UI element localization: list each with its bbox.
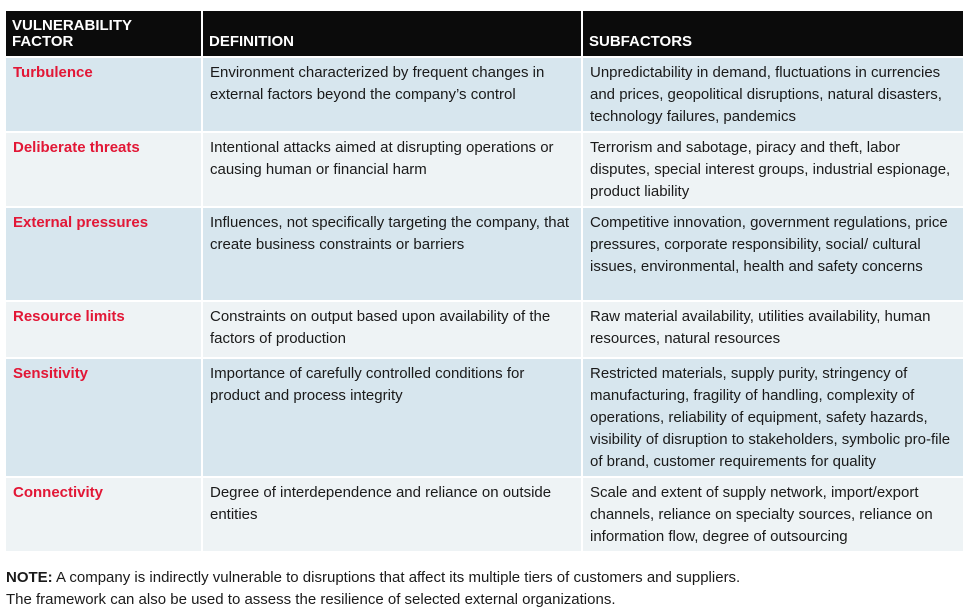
table-header-row <box>6 11 963 57</box>
subfactors-cell: Raw material availability, utilities availability, human resources, natural resources <box>582 301 963 358</box>
header-subfactors: SUBFACTORS <box>582 11 963 57</box>
header-definition: DEFINITION <box>202 11 582 57</box>
table-row <box>6 132 963 207</box>
table-note <box>6 567 966 611</box>
factor-cell: Connectivity <box>6 477 202 551</box>
note-line-1 <box>6 567 966 589</box>
note-label: NOTE: <box>6 569 53 586</box>
factor-cell: Resource limits <box>6 301 202 358</box>
table-row <box>6 207 963 301</box>
table-row <box>6 57 963 132</box>
definition-cell: Degree of interdependence and reliance on outside entities <box>202 477 582 551</box>
note-text-1: A company is indirectly vulnerable to disruptions that affect its multiple tiers of customers and suppliers. <box>52 569 741 586</box>
definition-cell: Environment characterized by frequent changes in external factors beyond the company’s control <box>202 57 582 132</box>
vulnerability-table <box>6 11 963 551</box>
table-row <box>6 477 963 551</box>
definition-cell: Intentional attacks aimed at disrupting operations or causing human or financial harm <box>202 132 582 207</box>
factor-cell: Sensitivity <box>6 358 202 477</box>
factor-cell: External pressures <box>6 207 202 301</box>
definition-cell: Constraints on output based upon availability of the factors of production <box>202 301 582 358</box>
subfactors-cell: Unpredictability in demand, fluctuations in currencies and prices, geopolitical disruptions, natural disasters, technology failures, pandemics <box>582 57 963 132</box>
header-factor-line2: FACTOR <box>12 33 74 50</box>
header-factor-line1: VULNERABILITY <box>12 17 132 34</box>
subfactors-cell: Competitive innovation, government regulations, price pressures, corporate responsibility, social/ cultural issues, environmental, health and safety concerns <box>582 207 963 301</box>
definition-cell: Influences, not specifically targeting the company, that create business constraints or barriers <box>202 207 582 301</box>
table-row <box>6 301 963 358</box>
factor-cell: Deliberate threats <box>6 132 202 207</box>
factor-cell: Turbulence <box>6 57 202 132</box>
header-vulnerability-factor <box>6 11 202 57</box>
table-row <box>6 358 963 477</box>
subfactors-cell: Scale and extent of supply network, import/export channels, reliance on specialty sources, reliance on information flow, degree of outsourcing <box>582 477 963 551</box>
note-text-2: The framework can also be used to assess the resilience of selected external organizations. <box>6 591 616 608</box>
definition-cell: Importance of carefully controlled conditions for product and process integrity <box>202 358 582 477</box>
subfactors-cell: Restricted materials, supply purity, stringency of manufacturing, fragility of handling, complexity of operations, reliability of equipment, safety hazards, visibility of disruption to stakeholders, symbolic pro-file of brand, customer requirements for quality <box>582 358 963 477</box>
subfactors-cell: Terrorism and sabotage, piracy and theft, labor disputes, special interest groups, industrial espionage, product liability <box>582 132 963 207</box>
